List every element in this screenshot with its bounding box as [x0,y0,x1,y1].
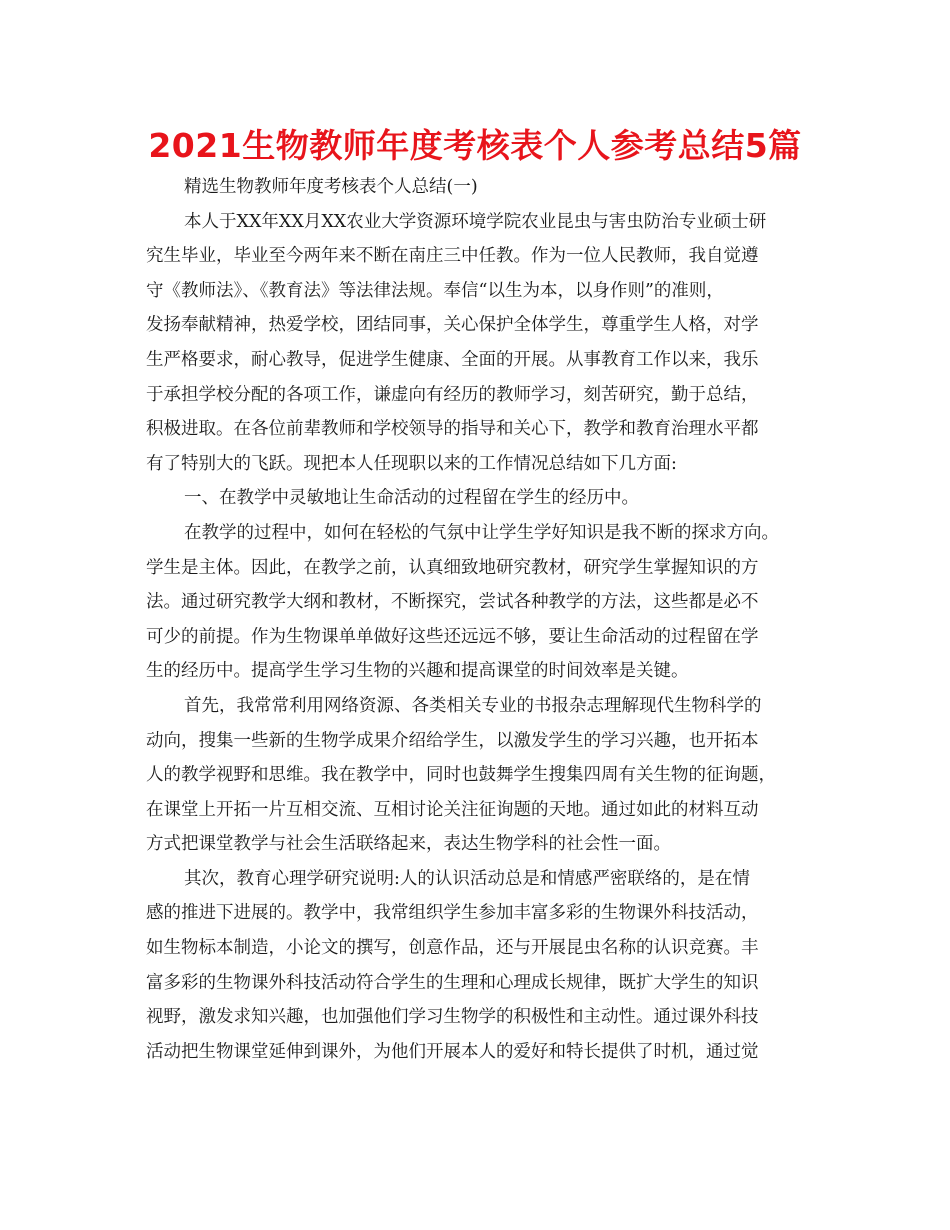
section-heading [146,481,810,516]
paragraph-line: 方式把课堂教学与社会生活联络起来，表达生物学科的社会性一面。 [146,834,671,855]
paragraph-line: 本人于XX年XX月XX农业大学资源环境学院农业昆虫与害虫防治专业硕士研 [184,211,767,232]
paragraph-line: 学生是主体。因此，在教学之前，认真细致地研究教材，研究学生掌握知识的方 [146,557,759,578]
paragraph-line: 守《教师法》、《教育法》等法律法规。奉信“以生为本，以身作则”的准则， [146,280,724,301]
paragraph-line: 一、在教学中灵敏地让生命活动的过程留在学生的经历中。 [184,488,639,509]
paragraph-line: 发扬奉献精神，热爱学校，团结同事，关心保护全体学生，尊重学生人格，对学 [146,315,759,336]
paragraph-line: 精选生物教师年度考核表个人总结(一) [184,177,478,197]
paragraph-line: 人的教学视野和思维。我在教学中，同时也鼓舞学生搜集四周有关生物的征询题， [146,765,776,786]
paragraph-line: 如生物标本制造，小论文的撰写，创意作品，还与开展昆虫名称的认识竞赛。丰 [146,938,759,959]
paragraph-line: 在课堂上开拓一片互相交流、互相讨论关注征询题的天地。通过如此的材料互动 [146,799,759,820]
paragraph [146,205,810,482]
paragraph-line: 动向，搜集一些新的生物学成果介绍给学生，以激发学生的学习兴趣，也开拓本 [146,730,759,751]
paragraph-line: 于承担学校分配的各项工作，谦虚向有经历的教师学习，刻苦研究，勤于总结， [146,384,759,405]
paragraph-line: 有了特别大的飞跃。现把本人任现职以来的工作情况总结如下几方面: [146,453,677,474]
paragraph [146,862,810,1070]
paragraph-line: 积极进取。在各位前辈教师和学校领导的指导和关心下，教学和教育治理水平都 [146,419,759,440]
paragraph-line: 首先，我常常利用网络资源、各类相关专业的书报杂志理解现代生物科学的 [184,695,762,716]
paragraph-line: 生严格要求，耐心教导，促进学生健康、全面的开展。从事教育工作以来，我乐 [146,349,759,370]
paragraph-line: 富多彩的生物课外科技活动符合学生的生理和心理成长规律，既扩大学生的知识 [146,972,759,993]
document-subtitle [146,170,810,205]
paragraph-line: 视野，激发求知兴趣，也加强他们学习生物学的积极性和主动性。通过课外科技 [146,1007,759,1028]
paragraph-line: 法。通过研究教学大纲和教材，不断探究，尝试各种教学的方法，这些都是必不 [146,592,759,613]
paragraph [146,516,810,689]
paragraph-line: 生的经历中。提高学生学习生物的兴趣和提高课堂的时间效率是关键。 [146,661,689,682]
paragraph [146,689,810,862]
paragraph-line: 可少的前提。作为生物课单单做好这些还远远不够，要让生命活动的过程留在学 [146,626,759,647]
document-title: 2021生物教师年度考核表个人参考总结5篇 [148,126,802,165]
paragraph-line: 在教学的过程中，如何在轻松的气氛中让学生学好知识是我不断的探求方向。 [184,522,779,543]
paragraph-line: 其次，教育心理学研究说明:人的认识活动总是和情感严密联络的，是在情 [184,868,750,889]
paragraph-line: 活动把生物课堂延伸到课外，为他们开展本人的爱好和特长提供了时机，通过觉 [146,1041,759,1062]
document-body [146,170,810,1069]
paragraph-line: 感的推进下进展的。教学中，我常组织学生参加丰富多彩的生物课外科技活动， [146,903,759,924]
paragraph-line: 究生毕业，毕业至今两年来不断在南庄三中任教。作为一位人民教师，我自觉遵 [146,246,759,267]
